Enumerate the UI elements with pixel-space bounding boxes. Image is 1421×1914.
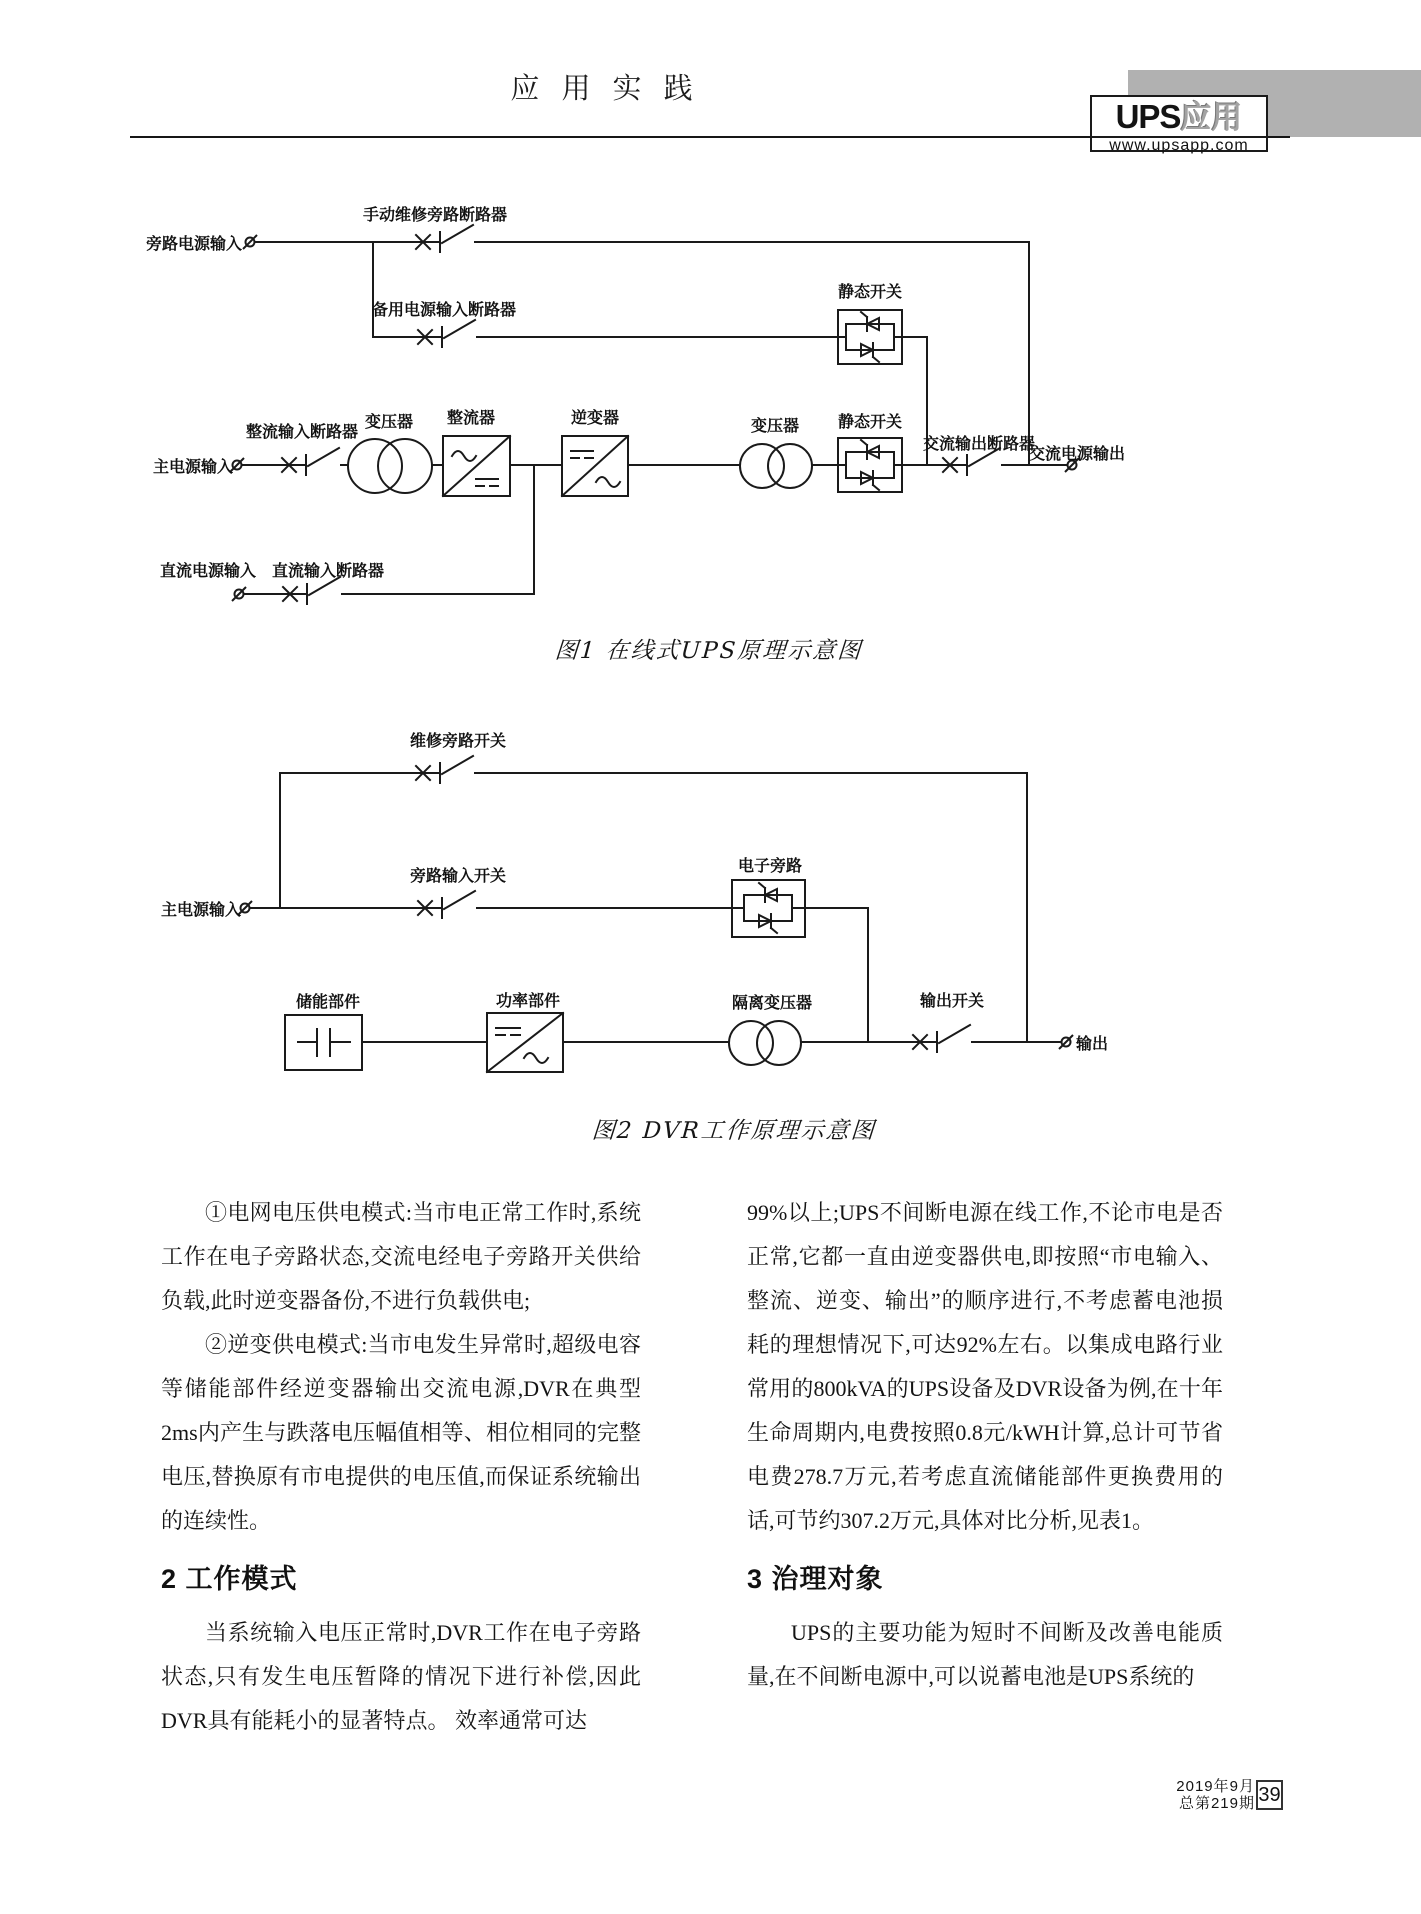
logo-wordmark [1092, 97, 1266, 138]
figure2-dvr-schematic [130, 700, 1140, 1080]
figure2-labels [161, 731, 1108, 1053]
label-output: 输出 [1076, 1036, 1109, 1053]
label-bypass-input-switch: 旁路输入开关 [409, 868, 507, 885]
static-switch-main-icon [838, 438, 902, 492]
body-right-column [747, 1191, 1223, 1699]
paragraph-workmode: 当系统输入电压正常时,DVR工作在电子旁路状态,只有发生电压暂降的情况下进行补偿,因此DVR具有能耗小的显著特点。 效率通常可达 [161, 1620, 641, 1733]
rectifier-icon [443, 436, 510, 496]
label-static-switch-top: 静态开关 [837, 284, 903, 301]
label-rectifier-input-breaker: 整流输入断路器 [245, 424, 359, 441]
label-ac-output: 交流电源输出 [1028, 446, 1126, 463]
label-electronic-bypass: 电子旁路 [737, 858, 803, 875]
output-switch-icon [913, 1025, 970, 1052]
label-main-input: 主电源输入 [160, 902, 241, 919]
dc-input-breaker-icon [283, 577, 340, 604]
logo-url: www.upsapp.com [1109, 137, 1249, 154]
label-output-switch: 输出开关 [919, 993, 985, 1010]
maintenance-bypass-switch-icon [416, 756, 473, 783]
logo-ups-text: UPS [1115, 98, 1181, 135]
isolation-transformer-icon [729, 1021, 801, 1065]
label-transformer-in: 变压器 [364, 414, 414, 431]
page-title: 应 用 实 践 [510, 73, 700, 105]
output-terminal-icon [1059, 1035, 1073, 1049]
logo-app-text: 应用 [1180, 100, 1243, 135]
label-inverter: 逆变器 [570, 410, 620, 427]
dc-input-terminal-icon [232, 587, 246, 601]
power-unit-icon [487, 1013, 563, 1072]
static-switch-top-icon [838, 310, 902, 364]
output-transformer-icon [740, 444, 812, 488]
label-isolation-transformer: 隔离变压器 [731, 995, 813, 1012]
label-dc-input-breaker: 直流输入断路器 [271, 563, 385, 580]
label-dc-input: 直流电源输入 [159, 563, 257, 580]
bypass-input-switch-icon [418, 891, 475, 918]
manual-bypass-breaker-icon [416, 225, 473, 252]
paragraph-mode2: ②逆变供电模式:当市电发生异常时,超级电容等储能部件经逆变器输出交流电源,DVR在典型2ms内产生与跌落电压幅值相等、相位相同的完整电压,替换原有市电提供的电压值,而保证系统输出的连续性。 [161, 1332, 641, 1533]
energy-storage-icon [285, 1015, 362, 1070]
label-power-unit: 功率部件 [495, 993, 561, 1010]
label-transformer-out: 变压器 [750, 418, 800, 435]
label-rectifier: 整流器 [446, 410, 496, 427]
footer-issue: 总第219期 [1178, 1795, 1255, 1812]
paragraph-governance: UPS的主要功能为短时不间断及改善电能质量,在不间断电源中,可以说蓄电池是UPS系统的 [747, 1620, 1223, 1689]
paragraph-mode1: ①电网电压供电模式:当市电正常工作时,系统工作在电子旁路状态,交流电经电子旁路开关供给负载,此时逆变器备份,不进行负载供电; [161, 1200, 641, 1313]
label-main-input: 主电源输入 [152, 459, 233, 476]
label-static-switch-main: 静态开关 [837, 414, 903, 431]
figure1-caption: 图1 在线式UPS原理示意图 [553, 638, 864, 664]
figure1-labels [146, 205, 1125, 580]
electronic-bypass-icon [732, 880, 805, 937]
section-heading-3: 3 治理对象 [747, 1564, 884, 1594]
label-backup-input-breaker: 备用电源输入断路器 [371, 302, 517, 319]
footer-date: 2019年9月 [1176, 1778, 1255, 1795]
label-bypass-input: 旁路电源输入 [145, 236, 242, 253]
page-number: 39 [1256, 1780, 1283, 1810]
body-left-column [161, 1191, 641, 1743]
label-energy-storage: 储能部件 [295, 994, 361, 1011]
label-maintenance-bypass-switch: 维修旁路开关 [409, 733, 507, 750]
section-heading-2: 2 工作模式 [161, 1564, 298, 1594]
page-footer [1040, 1778, 1283, 1812]
paragraph-efficiency: 99%以上;UPS不间断电源在线工作,不论市电是否正常,它都一直由逆变器供电,即按照“市电输入、整流、逆变、输出”的顺序进行,不考虑蓄电池损耗的理想情况下,可达92%左右。以集成电路行业常用的800kVA的UPS设备及DVR设备为例,在十年生命周期内,电费按照0.8元/kWH计算,总计可节省电费278.7万元,若考虑直流储能部件更换费用的话,可节约307.2万元,具体对比分析,见表1。 [747, 1200, 1223, 1533]
bypass-input-terminal-icon [243, 235, 257, 249]
label-manual-bypass-breaker: 手动维修旁路断路器 [362, 207, 508, 224]
figure1-ups-schematic [130, 160, 1140, 610]
input-transformer-icon [348, 439, 432, 493]
journal-logo [1090, 95, 1268, 152]
inverter-icon [562, 436, 628, 496]
rectifier-input-breaker-icon [282, 448, 339, 475]
figure2-caption: 图2 DVR工作原理示意图 [590, 1118, 877, 1144]
label-ac-output-breaker: 交流输出断路器 [922, 436, 1036, 453]
backup-input-breaker-icon [418, 320, 475, 347]
